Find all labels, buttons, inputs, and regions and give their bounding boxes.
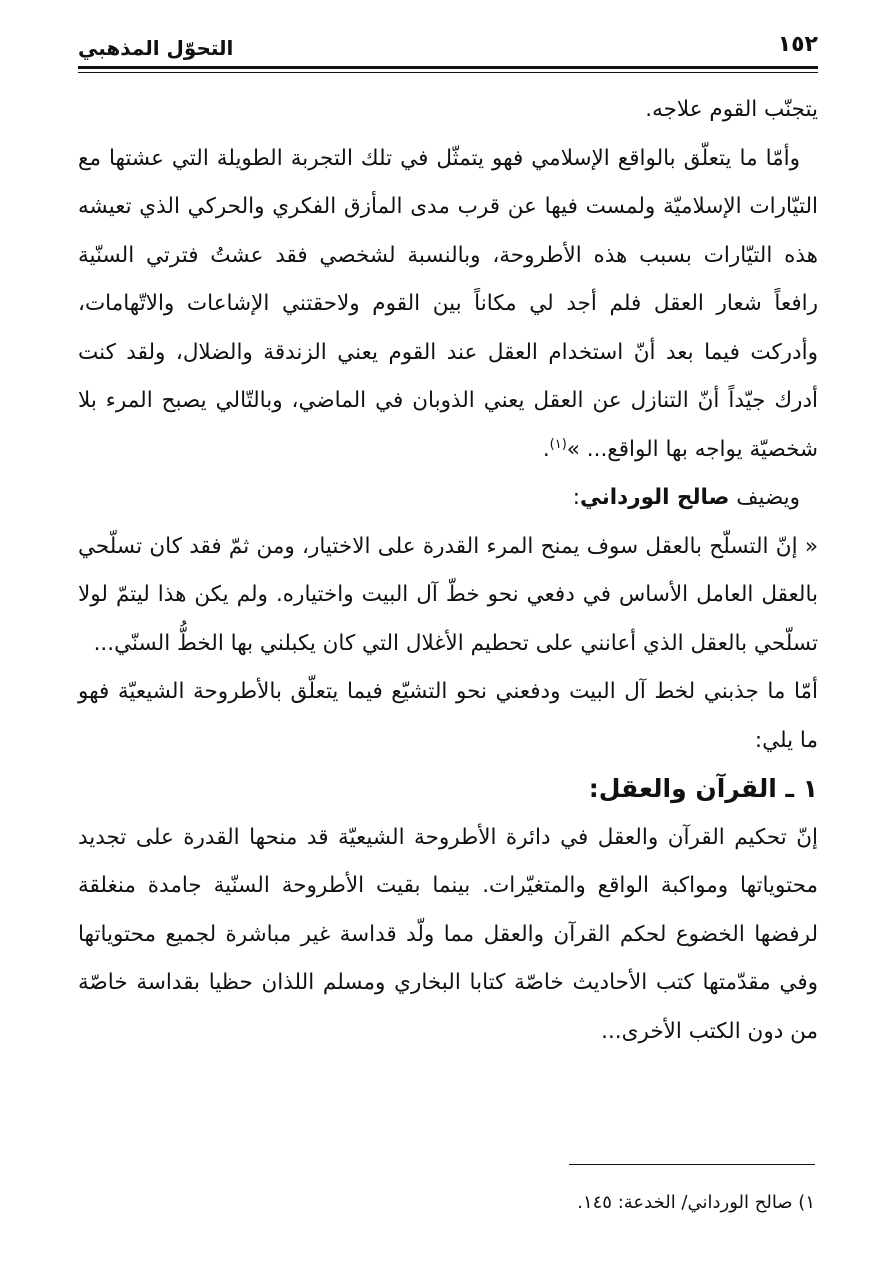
paragraph-5: أمّا ما جذبني لخط آل البيت ودفعني نحو التشيّع فيما يتعلّق بالأطروحة الشيعيّة فهو ما يلي: — [78, 679, 818, 753]
footnote-rule — [569, 1164, 815, 1165]
header-rule-thin — [78, 72, 818, 73]
footnote-reference: (١) — [549, 436, 567, 452]
page-number: ١٥٢ — [777, 32, 818, 57]
header-rule — [78, 66, 818, 69]
footnote: ١) صالح الورداني/ الخدعة: ١٤٥. — [577, 1192, 815, 1213]
paragraph-3-colon: : — [572, 485, 580, 510]
paragraph-6: إنّ تحكيم القرآن والعقل في دائرة الأطروحة الشيعيّة قد منحها القدرة على تجديد محتوياتها ومواكبة الواقع والمتغيّرات. بينما بقيت الأطروحة السنّية جامدة منغلقة لرفضها الخضوع لحكم القرآن والعقل مما ولّد قداسة غير مباشرة لجميع محتوياتها وفي مقدّمتها كتب الأحاديث خاصّة كتابا البخاري ومسلم اللذان حظيا بقداسة خاصّة من دون الكتب الأخرى... — [78, 824, 818, 1044]
author-name: صالح الورداني — [579, 485, 730, 510]
paragraph-3 — [78, 474, 818, 523]
section-heading: ١ ـ القرآن والعقل: — [588, 774, 818, 803]
paragraph-2-end: . — [542, 436, 550, 462]
paragraph-2 — [78, 135, 818, 475]
body-text — [78, 86, 818, 1056]
paragraph-2-text: وأمّا ما يتعلّق بالواقع الإسلامي فهو يتمثّل في تلك التجربة الطويلة التي عشتها مع التيّارات الإسلاميّة ولمست فيها عن قرب مدى المأزق الفكري والحركي الذي تعيشه هذه التيّارات بسبب هذه الأطروحة، وبالنسبة لشخصي فقد عشتُ فترتي السنّية رافعاً شعار العقل فلم أجد لي مكاناً بين القوم ولاحقتني الإشاعات والاتّهامات، وأدركت فيما بعد أنّ استخدام العقل عند القوم يعني الزندقة والضلال، ولقد كنت أدرك جيّداً أنّ التنازل عن العقل يعني الذوبان في الماضي، وبالتّالي يصبح المرء بلا شخصيّة يواجه بها الواقع... » — [78, 145, 818, 462]
paragraph-1: يتجنّب القوم علاجه. — [645, 97, 818, 122]
running-header — [78, 30, 818, 70]
paragraph-3-lead: ويضيف — [729, 485, 800, 510]
paragraph-4: « إنّ التسلّح بالعقل سوف يمنح المرء القدرة على الاختيار، ومن ثمّ فقد كان تسلّحي بالعقل العامل الأساس في دفعي نحو خطّ آل البيت واختياره. ولم يكن هذا ليتمّ لولا تسلّحي بالعقل الذي أعانني على تحطيم الأغلال التي كان يكبلني بها الخطُّ السنّي... — [78, 533, 818, 656]
book-title: التحوّل المذهبي — [78, 36, 234, 60]
